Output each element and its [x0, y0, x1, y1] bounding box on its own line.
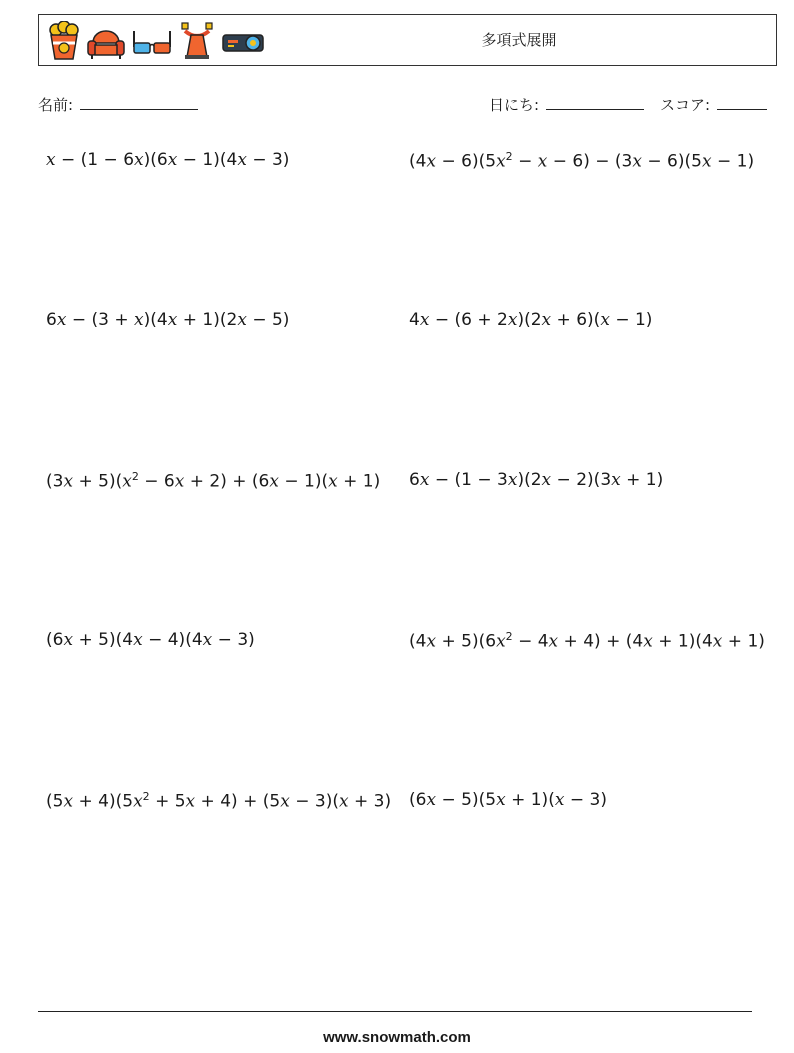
footer-divider: [38, 1011, 752, 1012]
date-field: [489, 93, 644, 115]
problem-expression: $(4x - 6)(5x^2 - x - 6) - (3x - 6)(5x - 1)$: [409, 150, 755, 172]
date-blank[interactable]: [546, 93, 644, 110]
date-label: 日にち:: [489, 96, 540, 114]
problem-expression: 4x − (6 + 2x)(2x + 6)(x − 1): [409, 310, 653, 330]
problem-expression: $(5x + 4)(5x^2 + 5x + 4) + (5x - 3)(x + 3)$: [46, 790, 392, 812]
problem-expression: (6x + 5)(4x − 4)(4x − 3): [46, 630, 255, 650]
score-blank[interactable]: [717, 93, 767, 110]
problem-expression: x − (1 − 6x)(6x − 1)(4x − 3): [46, 150, 290, 170]
header-icons: [47, 21, 265, 61]
armchair-icon: [85, 21, 127, 61]
popcorn-icon: [47, 21, 81, 61]
projector-icon: [221, 21, 265, 61]
problem-expression: $(3x + 5)(x^2 - 6x + 2) + (6x - 1)(x + 1)$: [46, 470, 381, 492]
problem-expression: 6x − (3 + x)(4x + 1)(2x − 5): [46, 310, 290, 330]
worksheet-title: 多項式展開: [481, 31, 557, 49]
problem-expression: 6x − (1 − 3x)(2x − 2)(3x + 1): [409, 470, 664, 490]
name-field: [38, 93, 198, 115]
header-box: [38, 14, 777, 66]
ribbon-stanchion-icon: [177, 21, 217, 61]
name-blank[interactable]: [80, 93, 198, 110]
problem-expression: $(4x + 5)(6x^2 - 4x + 4) + (4x + 1)(4x + 1)$: [409, 630, 765, 652]
name-label: 名前:: [38, 96, 74, 114]
score-field: [660, 93, 767, 115]
footer-url: www.snowmath.com: [323, 1029, 471, 1046]
score-label: スコア:: [660, 96, 711, 114]
problem-expression: (6x − 5)(5x + 1)(x − 3): [409, 790, 607, 810]
3d-glasses-icon: [131, 21, 173, 61]
